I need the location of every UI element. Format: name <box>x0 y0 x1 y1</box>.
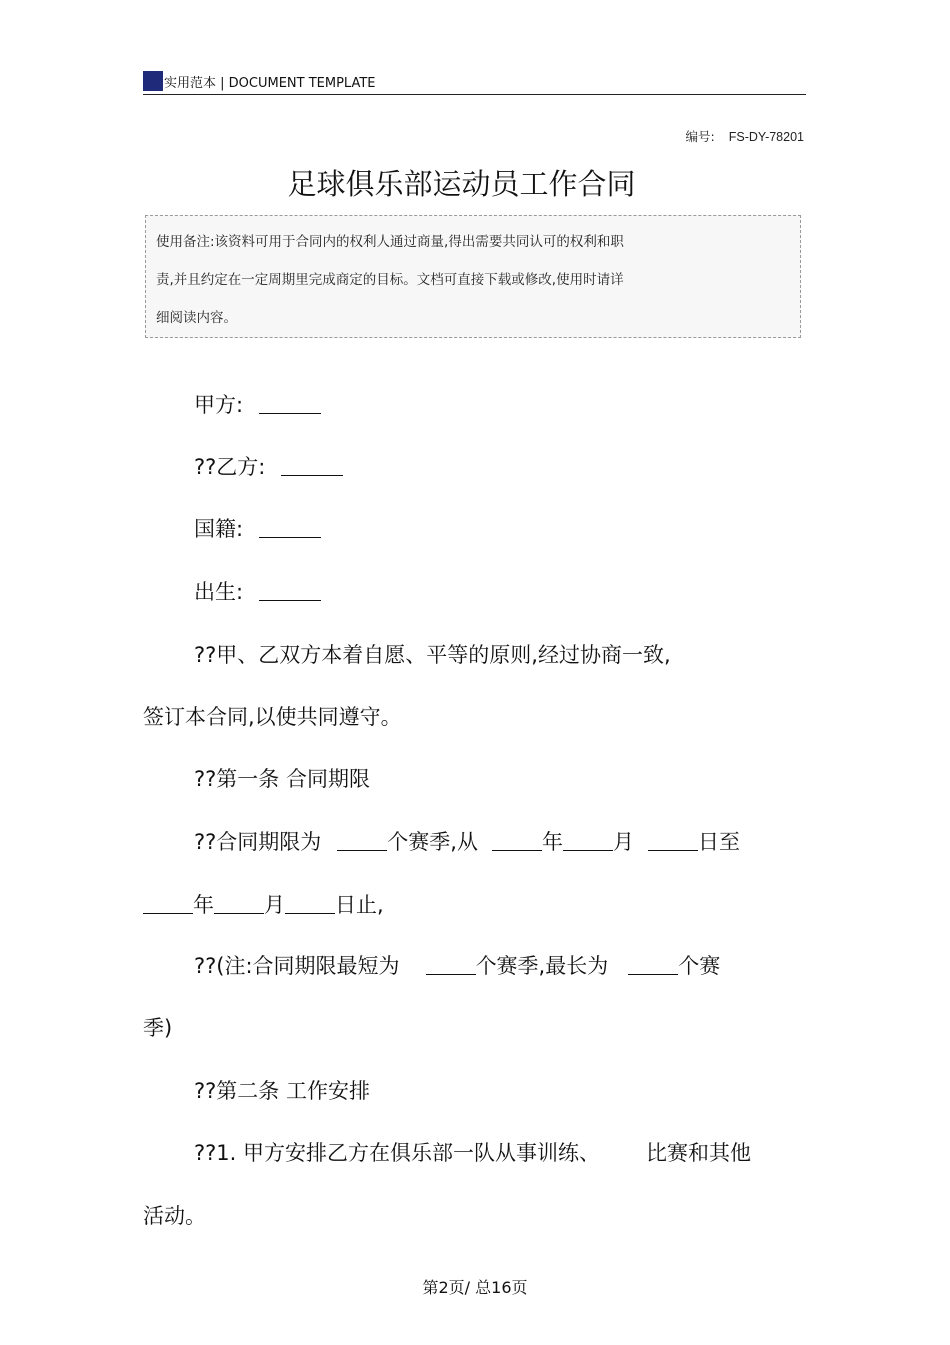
fill-blank <box>259 582 321 601</box>
birth-label: 出生: <box>194 580 244 604</box>
text-segment: 比赛和其他 <box>646 1141 752 1165</box>
document-title: 足球俱乐部运动员工作合同 <box>287 167 636 201</box>
document-number-label: 编号: <box>685 129 715 144</box>
article-1-note-line-2: 季) <box>143 1016 173 1040</box>
intro-paragraph-line-2: 签订本合同,以使共同遵守。 <box>143 705 402 729</box>
usage-note-line: 细阅读内容。 <box>156 310 237 326</box>
nationality-line <box>194 514 321 544</box>
intro-paragraph-line-1: ??甲、乙双方本着自愿、平等的原则,经过协商一致, <box>194 643 671 667</box>
article-2-item-1-line-2: 活动。 <box>143 1204 206 1228</box>
fill-blank <box>259 519 321 538</box>
fill-blank <box>214 895 264 914</box>
usage-note-line: 责,并且约定在一定周期里完成商定的目标。文档可直接下载或修改,使用时请详 <box>156 272 624 288</box>
party-b-label: ??乙方: <box>194 455 266 479</box>
fill-blank <box>426 956 476 975</box>
birth-line <box>194 577 321 607</box>
header-brand-text: 实用范本 | DOCUMENT TEMPLATE <box>164 76 376 91</box>
document-number-value: FS-DY-78201 <box>728 130 804 144</box>
fill-blank <box>281 457 343 476</box>
article-1-title: ??第一条 合同期限 <box>194 767 370 791</box>
article-2-title: ??第二条 工作安排 <box>194 1079 370 1103</box>
fill-blank <box>337 832 387 851</box>
article-2-item-1-line-1 <box>194 1138 751 1168</box>
article-1-note-line-1 <box>194 951 720 981</box>
party-a-label: 甲方: <box>194 393 244 417</box>
fill-blank <box>143 895 193 914</box>
page-header <box>143 70 806 95</box>
usage-note-line: 使用备注:该资料可用于合同内的权利人通过商量,得出需要共同认可的权利和职 <box>156 234 624 250</box>
fill-blank <box>563 832 613 851</box>
text-segment: 月 <box>612 830 634 854</box>
text-segment: ??合同期限为 <box>194 830 322 854</box>
fill-blank <box>648 832 698 851</box>
fill-blank <box>492 832 542 851</box>
fill-blank <box>628 956 678 975</box>
nationality-label: 国籍: <box>194 517 244 541</box>
article-1-term-line-1 <box>194 827 740 857</box>
page-footer: 第2页/ 总16页 <box>422 1278 528 1297</box>
text-segment: 日至 <box>697 830 740 854</box>
fill-blank <box>259 395 321 414</box>
text-segment: 个赛 <box>678 954 721 978</box>
text-segment: ??(注:合同期限最短为 <box>194 954 400 978</box>
text-segment: 日止, <box>335 893 384 917</box>
text-segment: 个赛季,最长为 <box>475 954 609 978</box>
party-b-line <box>194 452 343 482</box>
text-segment: 年 <box>541 830 563 854</box>
usage-note-box <box>145 215 801 338</box>
text-segment: ??1. 甲方安排乙方在俱乐部一队从事训练、 <box>194 1141 601 1165</box>
text-segment: 月 <box>264 893 285 917</box>
party-a-line <box>194 390 321 420</box>
text-segment: 个赛季,从 <box>387 830 478 854</box>
article-1-term-line-2 <box>143 890 384 920</box>
fill-blank <box>285 895 335 914</box>
document-number <box>686 127 805 145</box>
text-segment: 年 <box>193 893 214 917</box>
logo-square-icon <box>143 71 163 91</box>
